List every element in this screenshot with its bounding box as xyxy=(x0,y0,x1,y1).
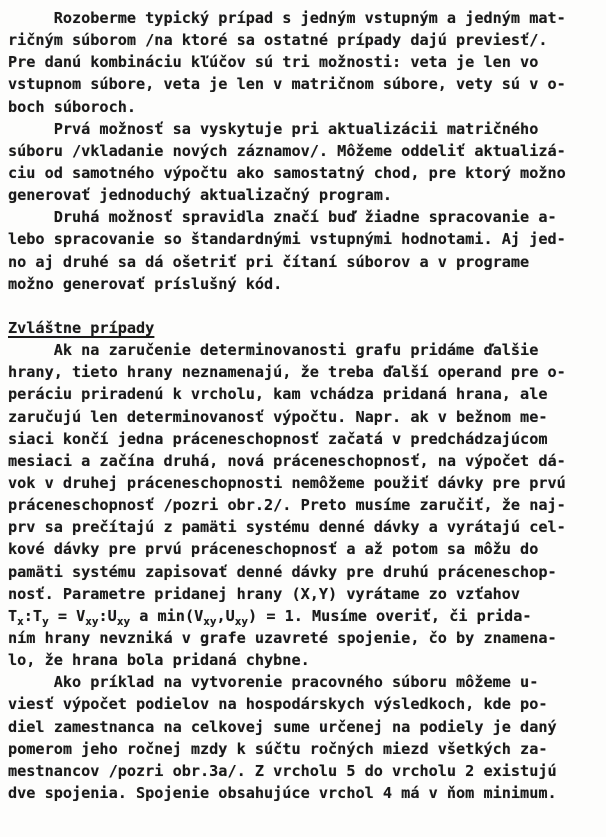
text-line: Ak na zaručenie determinovanosti grafu pridáme ďalšie xyxy=(8,341,539,360)
text-line: vok v druhej práceneschopnosti nemôžeme použiť dávky pre prvú xyxy=(8,473,566,492)
formula-text: ) = 1. Musíme overiť, či prida- xyxy=(248,606,532,625)
text-line: peráciu priradenú k vrcholu, kam vchádza pridaná hrana, ale xyxy=(8,385,548,404)
text-line: siaci končí jedna práceneschopnosť začatá v predchádzajúcom xyxy=(8,429,548,448)
text-line: súboru /vkladanie nových záznamov/. Môžeme oddeliť aktualizá- xyxy=(8,141,566,160)
formula-text: a min(V xyxy=(130,606,204,625)
text-line: ním hrany nevzniká v grafe uzavreté spojenie, čo by znamena- xyxy=(8,628,557,647)
section-heading xyxy=(8,317,600,339)
formula-subscript: xy xyxy=(234,614,249,628)
formula-text: :T xyxy=(23,606,43,625)
text-line: prv sa prečítajú z pamäti systému denné dávky a vyrátajú cel- xyxy=(8,518,566,537)
text-line: mesiaci a začína druhá, nová práceneschopnosť, na výpočet dá- xyxy=(8,451,566,470)
formula-text: :U xyxy=(98,606,117,625)
formula-subscript: xy xyxy=(116,614,131,628)
text-line: Druhá možnosť spravidla značí buď žiadne spracovanie a- xyxy=(8,208,557,227)
text-line: ričným súborom /na ktoré sa ostatné prípady dajú previesť/. xyxy=(8,31,548,50)
formula-text: T xyxy=(8,606,18,625)
text-line: diel zamestnanca na celkovej sume určenej na podiely je daný xyxy=(8,717,557,736)
formula-line xyxy=(8,605,600,627)
text-line: vstupnom súbore, veta je len v matričnom súbore, vety sú v o- xyxy=(8,75,566,94)
text-line: Prvá možnosť sa vyskytuje pri aktualizácii matričného xyxy=(8,119,539,138)
formula-subscript: x xyxy=(17,614,24,628)
text-line: lo, že hrana bola pridaná chybne. xyxy=(8,651,310,670)
text-line: no aj druhé sa dá ošetriť pri čítaní súborov a v programe xyxy=(8,252,530,271)
formula-subscript: y xyxy=(42,614,49,628)
text-line: generovať jednoduchý aktualizačný program. xyxy=(8,186,393,205)
text-line: zaručujú len determinovanosť výpočtu. Napr. ak v bežnom me- xyxy=(8,407,548,426)
text-line: Pre danú kombináciu kľúčov sú tri možnosti: veta je len vo xyxy=(8,53,539,72)
text-line: lebo spracovanie so štandardnými vstupnými hodnotami. Aj jed- xyxy=(8,230,566,249)
text-line: pamäti systému zapisovať denné dávky pre druhú práceneschop- xyxy=(8,562,557,581)
text-line: boch súboroch. xyxy=(8,97,137,116)
text-line: hrany, tieto hrany neznamenajú, že treba ďalší operand pre o- xyxy=(8,363,566,382)
text-line: dve spojenia. Spojenie obsahujúce vrchol 4 má v ňom minimum. xyxy=(8,783,557,802)
text-line: viesť výpočet podielov na hospodárskych výsledkoch, kde po- xyxy=(8,695,548,714)
text-line: mestnancov /pozri obr.3a/. Z vrcholu 5 do vrcholu 2 existujú xyxy=(8,761,557,780)
text-line: ciu od samotného výpočtu ako samostatný chod, pre ktorý možno xyxy=(8,163,566,182)
text-line: Ako príklad na vytvorenie pracovného súboru môžeme u- xyxy=(8,673,539,692)
document-body xyxy=(8,7,600,804)
text-line: možno generovať príslušný kód. xyxy=(8,274,283,293)
text-line: nosť. Parametre pridanej hrany (X,Y) vyrátame zo vzťahov xyxy=(8,584,521,603)
text-line: kové dávky pre prvú práceneschopnosť a až potom sa môžu do xyxy=(8,540,539,559)
formula-text: ,U xyxy=(216,606,235,625)
text-line: práceneschopnosť /pozri obr.2/. Preto musíme zaručiť, že naj- xyxy=(8,496,566,515)
formula-subscript: xy xyxy=(203,614,217,628)
blank-line xyxy=(8,295,600,317)
text-line: Rozoberme typický prípad s jedným vstupným a jedným mat- xyxy=(8,9,566,27)
text-line: pomerom jeho ročnej mzdy k súčtu ročných miezd všetkých za- xyxy=(8,739,548,758)
formula-subscript: xy xyxy=(85,614,99,628)
formula-text: = V xyxy=(48,606,86,625)
section-heading-text: Zvláštne prípady xyxy=(8,318,155,337)
